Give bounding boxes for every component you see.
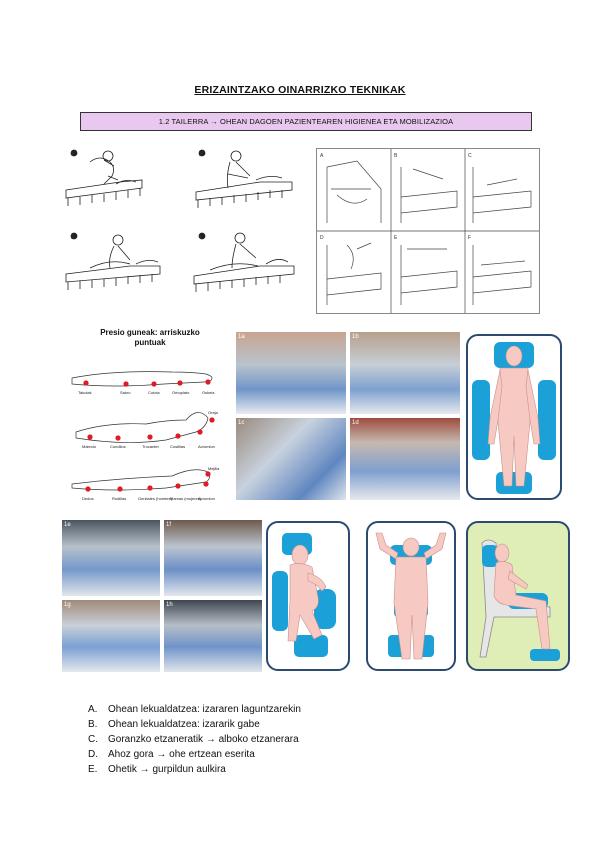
pressure-label: Condilos: [110, 444, 126, 449]
pressure-points-diagram: [62, 324, 232, 510]
list-item-text: Ohean lekualdatzea: izararen laguntzarekin: [108, 704, 301, 715]
list-item-letter: C.: [88, 734, 98, 745]
pressure-label: Mamas (mujeres): [170, 496, 202, 501]
pressure-label: Acromion: [198, 496, 215, 501]
list-item-letter: A.: [88, 704, 98, 715]
supine-position-card: [466, 334, 562, 500]
sketch-step-label: 4: [199, 235, 202, 241]
pressure-label: Takoiak: [78, 390, 92, 395]
sketch-step-label: 2: [199, 152, 202, 158]
list-item-letter: D.: [88, 749, 98, 760]
patient-photo: [236, 332, 346, 414]
list-item-letter: E.: [88, 764, 98, 775]
photo-label: 1g: [64, 602, 71, 608]
bed-panel-label: E: [394, 235, 398, 241]
pressure-label: Cotoia: [148, 390, 160, 395]
bed-panel-label: D: [320, 235, 324, 241]
patient-photo: [236, 418, 346, 500]
photo-label: 1c: [238, 420, 245, 426]
page-title: ERIZAINTZAKO OINARRIZKO TEKNIKAK: [194, 84, 406, 96]
list-item-text: Ohean lekualdatzea: izararik gabe: [108, 719, 260, 730]
patient-photo: [164, 600, 262, 672]
list-item-letter: B.: [88, 719, 98, 730]
list-item: [88, 732, 301, 747]
pressure-label: Trocanter: [142, 444, 159, 449]
pressure-heading: Presio guneak: arriskuzko puntuak: [100, 328, 200, 347]
sketch-step-label: 1: [71, 152, 74, 158]
list-item: [88, 762, 301, 777]
prone-position-card: [366, 521, 456, 671]
photo-label: 1a: [238, 334, 245, 340]
pressure-label: Costillas: [170, 444, 186, 449]
patient-photo: [350, 332, 460, 414]
list-item-text: Ahoz gora → ohe ertzean eserita: [108, 749, 255, 760]
bed-panel-label: B: [394, 153, 398, 159]
patient-photo: [62, 520, 160, 596]
list-item-text: Goranzko etzaneratik → alboko etzanerara: [108, 734, 299, 745]
photo-label: 1e: [64, 522, 71, 528]
bed-panel-label: C: [468, 153, 472, 159]
sitting-chair-card: [466, 521, 570, 671]
workshop-banner: 1.2 TAILERRA → OHEAN DAGOEN PAZIENTEAREN HIGIENEA ETA MOBILIZAZIOA: [80, 112, 532, 131]
photo-label: 1h: [166, 602, 173, 608]
list-item: [88, 702, 301, 717]
sketch-step-label: 3: [71, 235, 74, 241]
patient-photo: [164, 520, 262, 596]
pressure-label: Oreja: [208, 410, 218, 415]
bed-making-grid: [316, 148, 540, 314]
pressure-label: Sakro: [120, 390, 131, 395]
pressure-label: Genitales (hombre): [138, 496, 173, 501]
pressure-label: Oskeia: [202, 390, 215, 395]
bed-panel-label: A: [320, 153, 324, 159]
patient-photo: [62, 600, 160, 672]
list-item: [88, 747, 301, 762]
pressure-label: Acromion: [198, 444, 215, 449]
lateral-position-card: [266, 521, 350, 671]
photo-label: 1d: [352, 420, 359, 426]
pressure-label: Omoplato: [172, 390, 190, 395]
patient-photo: [350, 418, 460, 500]
bed-panel-label: F: [468, 235, 472, 241]
pressure-label: Mejilla: [208, 466, 220, 471]
pressure-label: Maleolo: [82, 444, 97, 449]
procedures-list: [88, 702, 301, 777]
photo-label: 1f: [166, 522, 172, 528]
photo-label: 1b: [352, 334, 359, 340]
nurse-sketches: [60, 142, 300, 302]
list-item: [88, 717, 301, 732]
pressure-label: Rodillas: [112, 496, 127, 501]
list-item-text: Ohetik → gurpildun aulkira: [108, 764, 226, 775]
pressure-label: Dedos: [82, 496, 94, 501]
